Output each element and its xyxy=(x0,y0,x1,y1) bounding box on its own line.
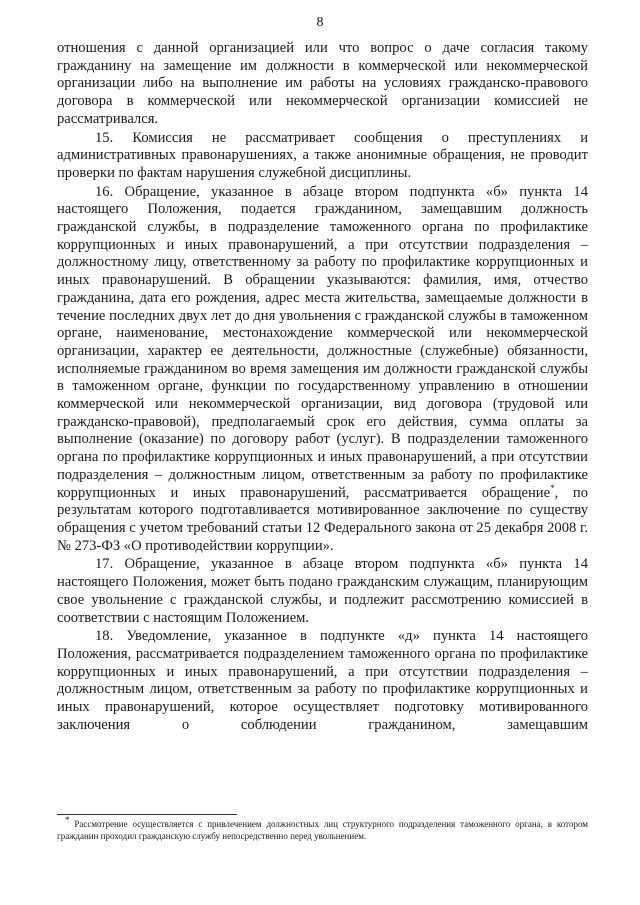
footnote xyxy=(57,815,589,842)
paragraph-18: 18. Уведомление, указанное в подпункте «д» пункта 14 настоящего Положения, рассматривается подразделением таможенного органа по профилактике коррупционных и иных правонарушений, а при отсутствии подразделения – должностным лицом, ответственным за работу по профилактике коррупционных и иных правонарушений, которое осуществляет подготовку мотивированного заключения о соблюдении гражданином, замещавшим xyxy=(57,628,588,733)
paragraph-16-text-before-footnote: 16. Обращение, указанное в абзаце втором подпункта «б» пункта 14 настоящего Положения, подается гражданином, замещавшим должность гражданской службы, в подразделение таможенного органа по профилактике коррупционных и иных правонарушений, а при отсутствии подразделения – должностному лицу, ответственному за работу по профилактике коррупционных и иных правонарушений. В обращении указываются: фамилия, имя, отчество гражданина, дата его рождения, адрес места жительства, замещаемые должности в течение последних двух лет до дня увольнения с гражданской службы в таможенном органе, наименование, местонахождение коммерческой или некоммерческой организации, характер ее деятельности, должностные (служебные) обязанности, исполняемые гражданином во время замещения им должности гражданской службы в таможенном органе, функции по государственному управлению в отношении коммерческой или некоммерческой организации, вид договора (трудовой или гражданско-правовой), предполагаемый срок его действия, сумма оплаты за выполнение (оказание) по договору работ (услуг). В подразделении таможенного органа по профилактике коррупционных и иных правонарушений, а при отсутствии подразделения – должностным лицом, ответственным за работу по профилактике коррупционных и иных правонарушений, рассматривается обращение xyxy=(57,183,588,501)
paragraph-continuation: отношения с данной организацией или что вопрос о даче согласия такому гражданину на замещение им должности в коммерческой или некоммерческой организации либо на выполнение им работы на условиях гражданско-правового договора в коммерческой или некоммерческой организации комиссией не рассматривался. xyxy=(57,40,588,127)
footnote-reference-mark: * xyxy=(550,482,555,493)
paragraph-16-text-after-footnote: , по результатам которого подготавливается мотивированное заключение по существу обращения с учетом требований статьи 12 Федерального закона от 25 декабря 2008 г. № 273-ФЗ «О противодействии коррупции». xyxy=(57,484,589,554)
paragraph-16 xyxy=(57,184,588,556)
body-text xyxy=(57,40,588,734)
paragraph-15: 15. Комиссия не рассматривает сообщения о преступлениях и административных правонарушениях, а также анонимные обращения, не проводит проверки по фактам нарушения служебной дисциплины. xyxy=(57,129,588,181)
footnote-mark: * xyxy=(65,815,70,825)
page-number: 8 xyxy=(316,15,324,30)
footnote-divider xyxy=(57,814,237,815)
footnote-text: Рассмотрение осуществляется с привлечением должностных лиц структурного подразделения таможенного органа, в котором гражданин проходил гражданскую службу непосредственно перед увольнением. xyxy=(57,819,589,841)
paragraph-17: 17. Обращение, указанное в абзаце втором подпункта «б» пункта 14 настоящего Положения, может быть подано гражданским служащим, планирующим свое увольнение с гражданской службы, и подлежит рассмотрению комиссией в соответствии с настоящим Положением. xyxy=(57,556,588,626)
